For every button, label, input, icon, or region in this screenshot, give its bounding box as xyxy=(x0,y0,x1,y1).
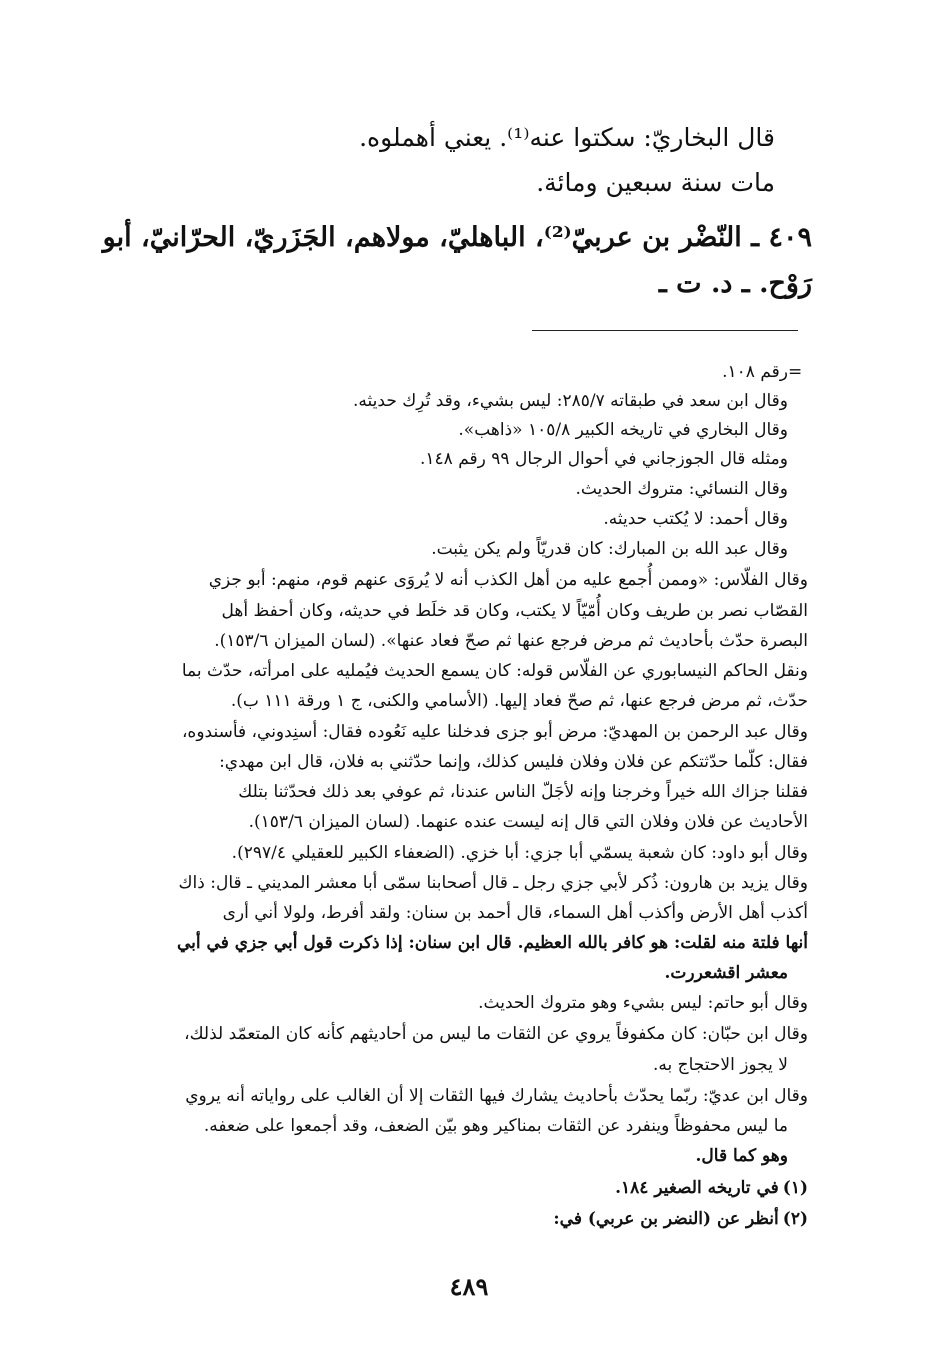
footnote-line: وقال عبد الله بن المبارك: كان قدريّاً ولم يكن يثبت. xyxy=(431,539,788,559)
footnote-line: وقال أبو داود: كان شعبة يسمّي أبا جزي: أبا خزي. (الضعفاء الكبير للعقيلي ٢٩٧/٤). xyxy=(231,843,808,863)
footnote-1-text: في تاريخه الصغير ١٨٤. xyxy=(615,1178,779,1198)
footnote-line: وقال الفلّاس: «وممن أُجمع عليه من أهل الكذب أنه لا يُروَى عنهم قوم، منهم: أبو جزي xyxy=(208,570,808,590)
footnote-line: الأحاديث عن فلان وفلان التي قال إنه ليست عنده عنهما. (لسان الميزان ١٥٣/٦). xyxy=(248,812,808,832)
footnote-line: وقال ابن سعد في طبقاته ٢٨٥/٧: ليس بشيء، وقد تُرِك حديثه. xyxy=(353,391,788,411)
footnote-line: أكذب أهل الأرض وأكذب أهل السماء، قال أحمد بن سنان: ولقد أفرط، ولولا أني أرى xyxy=(222,903,808,923)
footnote-line: وقال عبد الرحمن بن المهديّ: مرض أبو جزى فدخلنا عليه نَعُوده فقال: أسنِدوني، فأسندوه، xyxy=(181,722,808,742)
footnote-line: أنها فلتة منه لقلت: هو كافر بالله العظيم. قال ابن سنان: إذا ذكرت قول أبي جزي في أبي xyxy=(176,933,808,953)
footnote-line: ما ليس محفوظاً وينفرد عن الثقات بمناكير وهو بيّن الضعف، وقد أجمعوا على ضعفه. xyxy=(203,1116,788,1136)
footnote-line: وقال أبو حاتم: ليس بشيء وهو متروك الحديث. xyxy=(478,993,808,1013)
footnote-line: فقال: كلّما حدّثتكم عن فلان وفلان فليس كذلك، وإنما حدّثني به فلان، قال ابن مهدي: xyxy=(219,752,808,772)
footnote-separator xyxy=(532,330,798,331)
footnote-line: ومثله قال الجوزجاني في أحوال الرجال ٩٩ رقم ١٤٨. xyxy=(420,449,788,469)
footnote-line: فقلنا جزاك الله خيراً وخرجنا وإنه لأجَلّ الناس عندنا، ثم عوفي بعد ذلك فحدّثنا بتلك xyxy=(238,782,808,802)
footnote-line: حدّث، ثم مرض فرجع عنها، ثم صحّ فعاد إليها. (الأسامي والكنى، ج ١ ورقة ١١١ ب). xyxy=(230,691,808,711)
main-text-line-2: مات سنة سبعين ومائة. xyxy=(536,168,775,197)
footnote-line: لا يجوز الاحتجاج به. xyxy=(652,1055,788,1075)
footnote-2-text: أنظر عن (النضر بن عربي) في: xyxy=(553,1209,779,1229)
footnote-line: وقال يزيد بن هارون: ذُكر لأبي جزي رجل ـ قال أصحابنا سمّى أبا معشر المديني ـ قال: ذاك xyxy=(178,873,808,893)
footnote-2-marker: (٢) xyxy=(782,1209,808,1229)
footnote-line: القصّاب نصر بن طريف وكان أُمّيّاً لا يكتب، وكان قد خلَط في حديثه، وكان أحفظ أهل xyxy=(221,601,808,621)
footnote-line: ونقل الحاكم النيسابوري عن الفلّاس قوله: كان يسمع الحديث فيُمليه على امرأته، حدّث بما xyxy=(181,661,808,681)
footnote-line: وقال ابن عديّ: ربّما يحدّث بأحاديث يشارك فيها الثقات إلا أن الغالب على رواياته أنه يروي xyxy=(185,1086,808,1106)
continuation-marker: = xyxy=(788,362,803,382)
footnote-line: وهو كما قال. xyxy=(695,1146,788,1166)
entry-heading-line-2: رَوْح. ـ د. ت ـ xyxy=(658,268,812,299)
footnote-line: وقال البخاري في تاريخه الكبير ١٠٥/٨ «ذاهب». xyxy=(458,420,788,440)
main-text-line-1: قال البخاريّ: سكتوا عنه⁽¹⁾. يعني أهملوه. xyxy=(359,123,775,152)
footnote-line: رقم ١٠٨. xyxy=(722,362,788,382)
footnote-1-marker: (١) xyxy=(782,1178,808,1198)
entry-heading-line-1: ٤٠٩ ـ النّضْر بن عربيّ⁽²⁾، الباهليّ، مولاهم، الجَزَريّ، الحرّانيّ، أبو xyxy=(102,222,812,253)
footnote-line: وقال النسائي: متروك الحديث. xyxy=(575,479,788,499)
footnote-line: وقال أحمد: لا يُكتب حديثه. xyxy=(603,509,788,529)
footnote-line: البصرة حدّث بأحاديث ثم مرض فرجع عنها ثم صحّ فعاد عنها». (لسان الميزان ١٥٣/٦). xyxy=(214,631,808,651)
page-number: ٤٨٩ xyxy=(449,1272,489,1301)
footnote-line: وقال ابن حبّان: كان مكفوفاً يروي عن الثقات ما ليس من أحاديثهم كأنه كان المتعمّد لذلك، xyxy=(184,1024,808,1044)
footnote-2 xyxy=(553,1209,808,1229)
footnote-1 xyxy=(615,1178,808,1198)
footnote-line: معشر اقشعررت. xyxy=(664,963,788,983)
